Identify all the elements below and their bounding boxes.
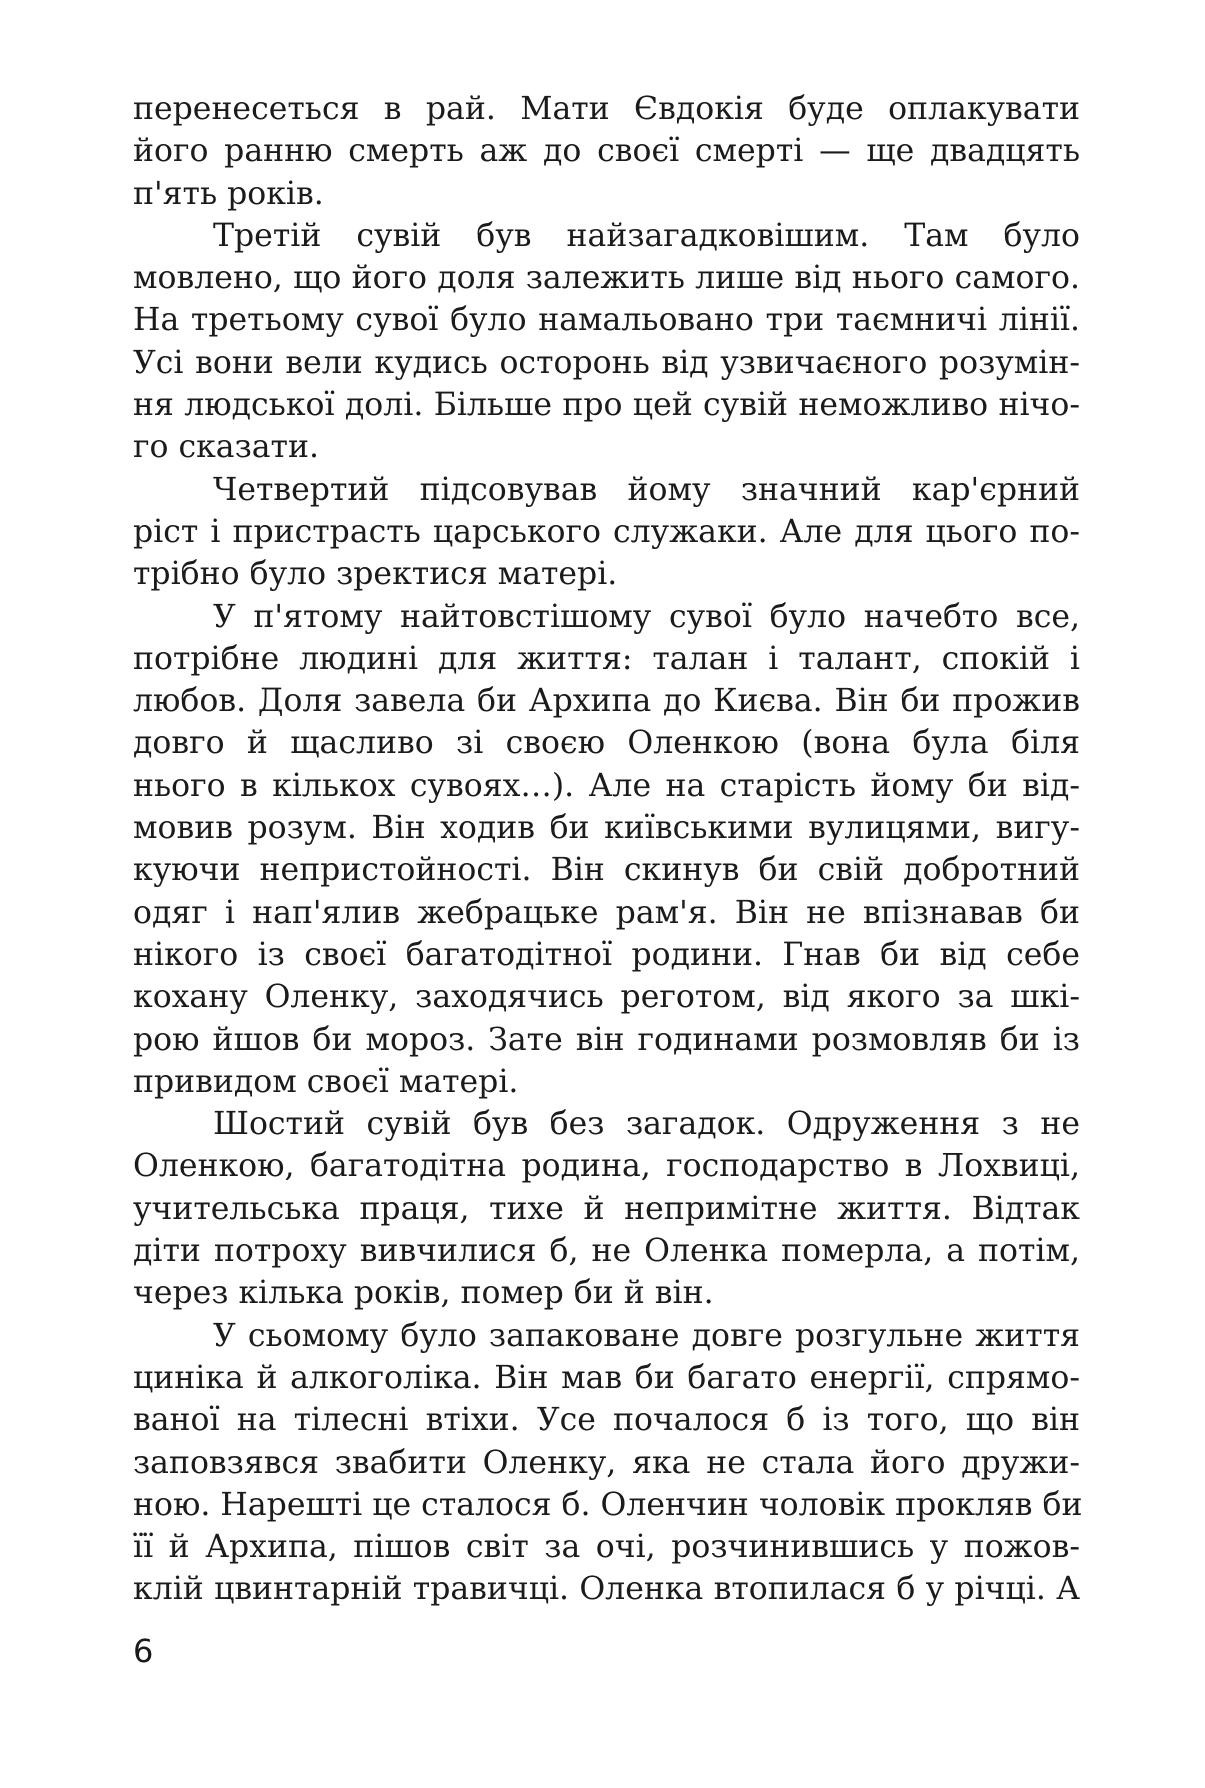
paragraph-1 [133,88,1080,215]
text-line: довго й щасливо зі своєю Оленкою (вона була біля [133,725,1080,762]
text-line: ваної на тілесні втіхи. Усе почалося б із того, що він [133,1402,1080,1439]
text-line: На третьому сувої було намальовано три таємничі лінії. [133,302,1080,339]
text-line: У п'ятому найтовстішому сувої було начебто все, [213,598,1080,635]
text-line: клій цвинтарній травичці. Оленка втопилася б у річці. А [133,1571,1080,1608]
text-line: Четвертий підсовував йому значний кар'єрний [213,471,1080,508]
text-line: любов. Доля завела би Архипа до Києва. Він би прожив [133,683,1080,720]
text-line: ною. Нарешті це сталося б. Оленчин чоловік прокляв би [133,1486,1083,1523]
text-line: нікого із своєї багатодітної родини. Гнав би від себе [133,936,1080,973]
text-line: У сьомому було запаковане довге розгульне життя [213,1317,1080,1354]
text-line: Третій сувій був найзагадковішим. Там було [213,217,1080,254]
text-line: перенесеться в рай. Мати Євдокія буде оплакувати [133,91,1080,127]
paragraph-5 [133,1103,1080,1314]
text-line: діти потроху вивчилися б, не Оленка померла, а потім, [133,1233,1080,1270]
paragraph-6 [133,1315,1083,1611]
paragraph-4 [133,596,1080,1104]
text-line: рою йшов би мороз. Зате він годинами розмовляв би із [133,1021,1080,1058]
text-line: ріст і пристрасть царського служаки. Але для цього по- [133,513,1080,550]
paragraph-3 [133,469,1080,596]
text-line: трібно було зректися матері. [133,556,618,593]
text-line: мовив розум. Він ходив би київськими вулицями, вигу- [133,810,1080,847]
text-line: п'ять років. [133,175,324,212]
text-line: привидом своєї матері. [133,1063,519,1100]
text-line: кохану Оленку, заходячись реготом, від якого за шкі- [133,979,1080,1016]
text-line: Шостий сувій був без загадок. Одруження з не [213,1106,1080,1143]
text-line: нього в кількох сувоях…). Але на старість йому би від- [133,767,1080,804]
text-line: ня людської долі. Більше про цей сувій неможливо нічо- [133,387,1080,424]
text-line: куючи непристойності. Він скинув би свій добротний [133,852,1080,889]
text-line: через кілька років, помер би й він. [133,1275,714,1312]
text-line: циніка й алкоголіка. Він мав би багато енергії, спрямо- [133,1359,1080,1396]
page-text [133,88,1083,1611]
text-line: одяг і нап'ялив жебрацьке рам'я. Він не впізнавав би [133,894,1080,931]
text-line: учительська праця, тихе й непримітне життя. Відтак [133,1190,1080,1227]
text-line: Усі вони вели кудись осторонь від узвичаєного розумін- [133,344,1080,381]
text-line: потрібне людині для життя: талан і талант, спокій і [133,640,1080,677]
text-line: його ранню смерть аж до своєї смерті — ще двадцять [133,133,1080,170]
text-line: Оленкою, багатодітна родина, господарство в Лохвиці, [133,1148,1080,1185]
text-line: її й Архипа, пішов світ за очі, розчинившись у пожов- [133,1529,1080,1566]
text-line: мовлено, що його доля залежить лише від нього самого. [133,260,1080,297]
text-line: го сказати. [133,429,319,466]
paragraph-2 [133,215,1080,469]
text-line: заповзявся звабити Оленку, яка не стала його дружи- [133,1444,1080,1481]
page-number: 6 [133,1632,154,1670]
